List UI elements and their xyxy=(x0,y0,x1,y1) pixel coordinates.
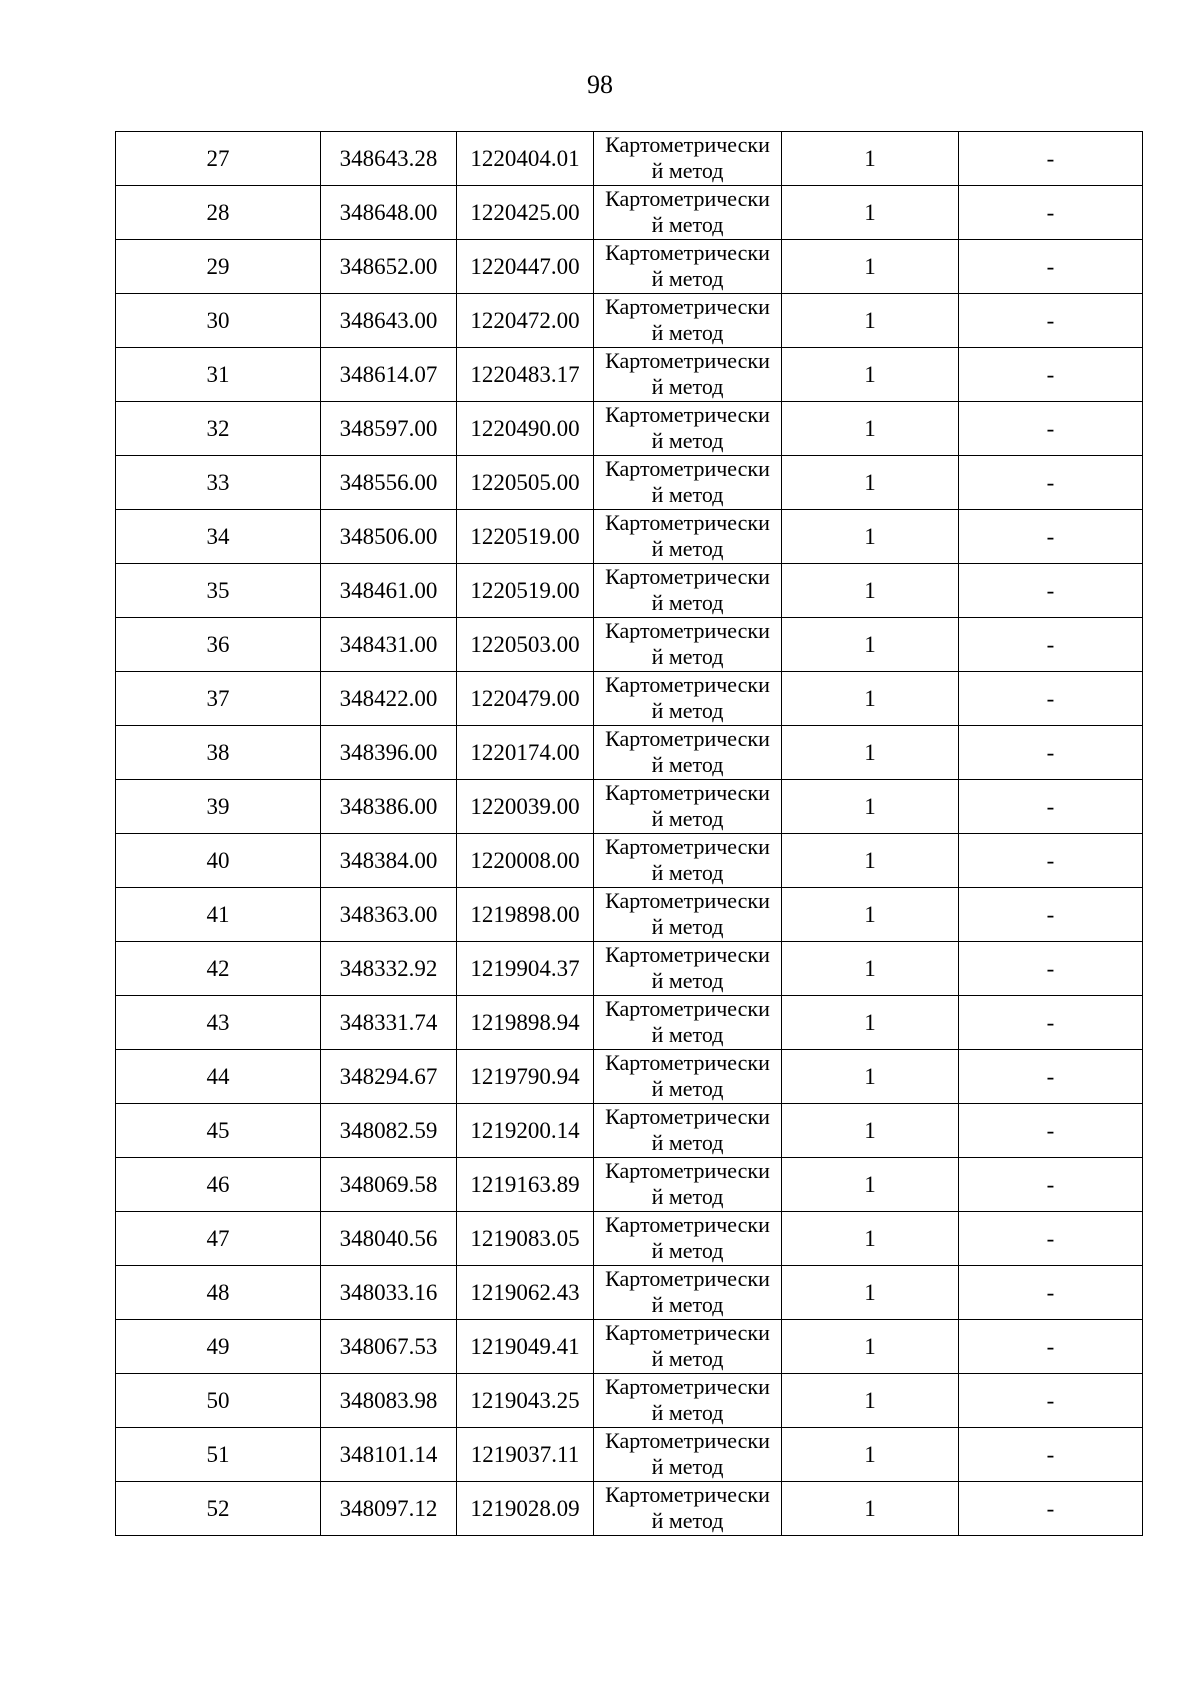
y-coordinate-cell: 1219062.43 xyxy=(457,1266,594,1320)
y-coordinate-cell: 1220039.00 xyxy=(457,780,594,834)
method-line-2: й метод xyxy=(651,968,724,993)
note-cell: - xyxy=(959,888,1143,942)
table-row xyxy=(116,294,1143,348)
accuracy-cell: 1 xyxy=(782,780,959,834)
x-coordinate-cell: 348386.00 xyxy=(321,780,457,834)
y-coordinate-cell: 1220479.00 xyxy=(457,672,594,726)
note-cell: - xyxy=(959,1104,1143,1158)
point-number-cell: 27 xyxy=(116,132,321,186)
note-cell: - xyxy=(959,1158,1143,1212)
accuracy-cell: 1 xyxy=(782,402,959,456)
note-cell: - xyxy=(959,1320,1143,1374)
note-cell: - xyxy=(959,1428,1143,1482)
method-line-2: й метод xyxy=(651,374,724,399)
y-coordinate-cell: 1219028.09 xyxy=(457,1482,594,1536)
x-coordinate-cell: 348461.00 xyxy=(321,564,457,618)
x-coordinate-cell: 348614.07 xyxy=(321,348,457,402)
x-coordinate-cell: 348332.92 xyxy=(321,942,457,996)
x-coordinate-cell: 348097.12 xyxy=(321,1482,457,1536)
y-coordinate-cell: 1219163.89 xyxy=(457,1158,594,1212)
point-number-cell: 33 xyxy=(116,456,321,510)
method-line-1: Картометрически xyxy=(605,186,770,211)
method-line-2: й метод xyxy=(651,752,724,777)
note-cell: - xyxy=(959,186,1143,240)
method-cell xyxy=(594,186,782,240)
point-number-cell: 29 xyxy=(116,240,321,294)
method-line-1: Картометрически xyxy=(605,672,770,697)
method-line-2: й метод xyxy=(651,1022,724,1047)
y-coordinate-cell: 1219898.00 xyxy=(457,888,594,942)
table-row xyxy=(116,1158,1143,1212)
x-coordinate-cell: 348648.00 xyxy=(321,186,457,240)
x-coordinate-cell: 348331.74 xyxy=(321,996,457,1050)
accuracy-cell: 1 xyxy=(782,240,959,294)
method-cell xyxy=(594,402,782,456)
table-row xyxy=(116,1266,1143,1320)
method-line-2: й метод xyxy=(651,536,724,561)
table-row xyxy=(116,240,1143,294)
point-number-cell: 47 xyxy=(116,1212,321,1266)
method-line-2: й метод xyxy=(651,644,724,669)
method-line-1: Картометрически xyxy=(605,240,770,265)
method-cell xyxy=(594,672,782,726)
note-cell: - xyxy=(959,1212,1143,1266)
x-coordinate-cell: 348082.59 xyxy=(321,1104,457,1158)
accuracy-cell: 1 xyxy=(782,456,959,510)
coordinates-table xyxy=(115,131,1143,1536)
point-number-cell: 51 xyxy=(116,1428,321,1482)
note-cell: - xyxy=(959,348,1143,402)
method-line-1: Картометрически xyxy=(605,1428,770,1453)
note-cell: - xyxy=(959,996,1143,1050)
page-number: 98 xyxy=(587,70,613,99)
accuracy-cell: 1 xyxy=(782,348,959,402)
x-coordinate-cell: 348643.28 xyxy=(321,132,457,186)
method-cell xyxy=(594,726,782,780)
y-coordinate-cell: 1219049.41 xyxy=(457,1320,594,1374)
table-row xyxy=(116,402,1143,456)
method-line-1: Картометрически xyxy=(605,564,770,589)
x-coordinate-cell: 348422.00 xyxy=(321,672,457,726)
note-cell: - xyxy=(959,618,1143,672)
accuracy-cell: 1 xyxy=(782,186,959,240)
point-number-cell: 37 xyxy=(116,672,321,726)
note-cell: - xyxy=(959,726,1143,780)
method-line-2: й метод xyxy=(651,1454,724,1479)
x-coordinate-cell: 348384.00 xyxy=(321,834,457,888)
accuracy-cell: 1 xyxy=(782,1320,959,1374)
table-row xyxy=(116,618,1143,672)
x-coordinate-cell: 348363.00 xyxy=(321,888,457,942)
method-line-1: Картометрически xyxy=(605,1320,770,1345)
y-coordinate-cell: 1220425.00 xyxy=(457,186,594,240)
y-coordinate-cell: 1220174.00 xyxy=(457,726,594,780)
note-cell: - xyxy=(959,834,1143,888)
note-cell: - xyxy=(959,672,1143,726)
method-line-2: й метод xyxy=(651,698,724,723)
method-line-2: й метод xyxy=(651,860,724,885)
y-coordinate-cell: 1219898.94 xyxy=(457,996,594,1050)
point-number-cell: 48 xyxy=(116,1266,321,1320)
x-coordinate-cell: 348652.00 xyxy=(321,240,457,294)
note-cell: - xyxy=(959,294,1143,348)
x-coordinate-cell: 348083.98 xyxy=(321,1374,457,1428)
accuracy-cell: 1 xyxy=(782,510,959,564)
point-number-cell: 31 xyxy=(116,348,321,402)
note-cell: - xyxy=(959,564,1143,618)
point-number-cell: 41 xyxy=(116,888,321,942)
x-coordinate-cell: 348294.67 xyxy=(321,1050,457,1104)
method-line-1: Картометрически xyxy=(605,834,770,859)
note-cell: - xyxy=(959,780,1143,834)
method-line-1: Картометрически xyxy=(605,942,770,967)
method-line-1: Картометрически xyxy=(605,132,770,157)
y-coordinate-cell: 1220505.00 xyxy=(457,456,594,510)
table-row xyxy=(116,1320,1143,1374)
note-cell: - xyxy=(959,510,1143,564)
y-coordinate-cell: 1219083.05 xyxy=(457,1212,594,1266)
table-row xyxy=(116,456,1143,510)
point-number-cell: 32 xyxy=(116,402,321,456)
method-line-1: Картометрически xyxy=(605,348,770,373)
method-cell xyxy=(594,132,782,186)
method-cell xyxy=(594,240,782,294)
table-row xyxy=(116,186,1143,240)
table-row xyxy=(116,1212,1143,1266)
accuracy-cell: 1 xyxy=(782,294,959,348)
method-line-2: й метод xyxy=(651,320,724,345)
note-cell: - xyxy=(959,1482,1143,1536)
method-cell xyxy=(594,996,782,1050)
accuracy-cell: 1 xyxy=(782,618,959,672)
method-line-2: й метод xyxy=(651,1508,724,1533)
y-coordinate-cell: 1220472.00 xyxy=(457,294,594,348)
method-line-1: Картометрически xyxy=(605,1266,770,1291)
method-line-2: й метод xyxy=(651,1346,724,1371)
method-line-1: Картометрически xyxy=(605,996,770,1021)
table-row xyxy=(116,996,1143,1050)
table-row xyxy=(116,1050,1143,1104)
note-cell: - xyxy=(959,132,1143,186)
note-cell: - xyxy=(959,240,1143,294)
method-line-2: й метод xyxy=(651,212,724,237)
x-coordinate-cell: 348431.00 xyxy=(321,618,457,672)
point-number-cell: 46 xyxy=(116,1158,321,1212)
accuracy-cell: 1 xyxy=(782,996,959,1050)
accuracy-cell: 1 xyxy=(782,834,959,888)
point-number-cell: 40 xyxy=(116,834,321,888)
accuracy-cell: 1 xyxy=(782,1212,959,1266)
accuracy-cell: 1 xyxy=(782,564,959,618)
method-cell xyxy=(594,1266,782,1320)
method-line-2: й метод xyxy=(651,428,724,453)
method-line-1: Картометрически xyxy=(605,780,770,805)
table-row xyxy=(116,1428,1143,1482)
x-coordinate-cell: 348069.58 xyxy=(321,1158,457,1212)
method-cell xyxy=(594,1428,782,1482)
y-coordinate-cell: 1219790.94 xyxy=(457,1050,594,1104)
y-coordinate-cell: 1220447.00 xyxy=(457,240,594,294)
table-row xyxy=(116,510,1143,564)
point-number-cell: 52 xyxy=(116,1482,321,1536)
method-line-2: й метод xyxy=(651,914,724,939)
table-row xyxy=(116,726,1143,780)
method-line-2: й метод xyxy=(651,1292,724,1317)
note-cell: - xyxy=(959,1374,1143,1428)
method-cell xyxy=(594,888,782,942)
accuracy-cell: 1 xyxy=(782,132,959,186)
x-coordinate-cell: 348040.56 xyxy=(321,1212,457,1266)
y-coordinate-cell: 1220404.01 xyxy=(457,132,594,186)
x-coordinate-cell: 348506.00 xyxy=(321,510,457,564)
note-cell: - xyxy=(959,942,1143,996)
method-line-2: й метод xyxy=(651,1184,724,1209)
table-row xyxy=(116,132,1143,186)
method-cell xyxy=(594,1050,782,1104)
y-coordinate-cell: 1220519.00 xyxy=(457,564,594,618)
table-row xyxy=(116,888,1143,942)
method-line-1: Картометрически xyxy=(605,510,770,535)
point-number-cell: 49 xyxy=(116,1320,321,1374)
method-line-2: й метод xyxy=(651,1076,724,1101)
y-coordinate-cell: 1219200.14 xyxy=(457,1104,594,1158)
method-cell xyxy=(594,348,782,402)
method-cell xyxy=(594,564,782,618)
method-line-2: й метод xyxy=(651,1238,724,1263)
method-cell xyxy=(594,294,782,348)
accuracy-cell: 1 xyxy=(782,1428,959,1482)
x-coordinate-cell: 348067.53 xyxy=(321,1320,457,1374)
accuracy-cell: 1 xyxy=(782,672,959,726)
point-number-cell: 42 xyxy=(116,942,321,996)
method-line-1: Картометрически xyxy=(605,402,770,427)
method-line-1: Картометрически xyxy=(605,1212,770,1237)
method-cell xyxy=(594,1212,782,1266)
table-row xyxy=(116,1482,1143,1536)
table-row xyxy=(116,564,1143,618)
y-coordinate-cell: 1220483.17 xyxy=(457,348,594,402)
method-cell xyxy=(594,456,782,510)
method-cell xyxy=(594,780,782,834)
x-coordinate-cell: 348033.16 xyxy=(321,1266,457,1320)
y-coordinate-cell: 1220008.00 xyxy=(457,834,594,888)
method-cell xyxy=(594,942,782,996)
accuracy-cell: 1 xyxy=(782,1104,959,1158)
method-cell xyxy=(594,834,782,888)
method-cell xyxy=(594,618,782,672)
y-coordinate-cell: 1219904.37 xyxy=(457,942,594,996)
method-line-1: Картометрически xyxy=(605,888,770,913)
accuracy-cell: 1 xyxy=(782,1050,959,1104)
method-cell xyxy=(594,1104,782,1158)
method-line-2: й метод xyxy=(651,158,724,183)
method-cell xyxy=(594,510,782,564)
y-coordinate-cell: 1219043.25 xyxy=(457,1374,594,1428)
method-cell xyxy=(594,1320,782,1374)
method-line-1: Картометрически xyxy=(605,456,770,481)
table-row xyxy=(116,780,1143,834)
point-number-cell: 43 xyxy=(116,996,321,1050)
point-number-cell: 39 xyxy=(116,780,321,834)
method-line-1: Картометрически xyxy=(605,294,770,319)
method-line-2: й метод xyxy=(651,806,724,831)
note-cell: - xyxy=(959,402,1143,456)
y-coordinate-cell: 1219037.11 xyxy=(457,1428,594,1482)
accuracy-cell: 1 xyxy=(782,1266,959,1320)
method-line-1: Картометрически xyxy=(605,1374,770,1399)
point-number-cell: 45 xyxy=(116,1104,321,1158)
method-line-1: Картометрически xyxy=(605,1482,770,1507)
point-number-cell: 36 xyxy=(116,618,321,672)
point-number-cell: 38 xyxy=(116,726,321,780)
accuracy-cell: 1 xyxy=(782,1158,959,1212)
method-cell xyxy=(594,1158,782,1212)
accuracy-cell: 1 xyxy=(782,1374,959,1428)
y-coordinate-cell: 1220490.00 xyxy=(457,402,594,456)
note-cell: - xyxy=(959,1050,1143,1104)
point-number-cell: 34 xyxy=(116,510,321,564)
point-number-cell: 44 xyxy=(116,1050,321,1104)
table-row xyxy=(116,348,1143,402)
table-row xyxy=(116,1374,1143,1428)
table-row xyxy=(116,942,1143,996)
y-coordinate-cell: 1220503.00 xyxy=(457,618,594,672)
method-line-1: Картометрически xyxy=(605,618,770,643)
point-number-cell: 50 xyxy=(116,1374,321,1428)
table-row xyxy=(116,672,1143,726)
x-coordinate-cell: 348101.14 xyxy=(321,1428,457,1482)
method-line-1: Картометрически xyxy=(605,1158,770,1183)
table-row xyxy=(116,834,1143,888)
method-line-1: Картометрически xyxy=(605,1104,770,1129)
x-coordinate-cell: 348396.00 xyxy=(321,726,457,780)
point-number-cell: 30 xyxy=(116,294,321,348)
method-line-2: й метод xyxy=(651,266,724,291)
x-coordinate-cell: 348556.00 xyxy=(321,456,457,510)
coordinates-table-body xyxy=(116,132,1143,1536)
method-cell xyxy=(594,1374,782,1428)
method-line-2: й метод xyxy=(651,1130,724,1155)
method-line-2: й метод xyxy=(651,482,724,507)
accuracy-cell: 1 xyxy=(782,1482,959,1536)
method-line-2: й метод xyxy=(651,1400,724,1425)
note-cell: - xyxy=(959,1266,1143,1320)
accuracy-cell: 1 xyxy=(782,942,959,996)
table-row xyxy=(116,1104,1143,1158)
point-number-cell: 35 xyxy=(116,564,321,618)
method-line-2: й метод xyxy=(651,590,724,615)
x-coordinate-cell: 348643.00 xyxy=(321,294,457,348)
accuracy-cell: 1 xyxy=(782,726,959,780)
x-coordinate-cell: 348597.00 xyxy=(321,402,457,456)
method-cell xyxy=(594,1482,782,1536)
point-number-cell: 28 xyxy=(116,186,321,240)
accuracy-cell: 1 xyxy=(782,888,959,942)
method-line-1: Картометрически xyxy=(605,1050,770,1075)
method-line-1: Картометрически xyxy=(605,726,770,751)
note-cell: - xyxy=(959,456,1143,510)
y-coordinate-cell: 1220519.00 xyxy=(457,510,594,564)
